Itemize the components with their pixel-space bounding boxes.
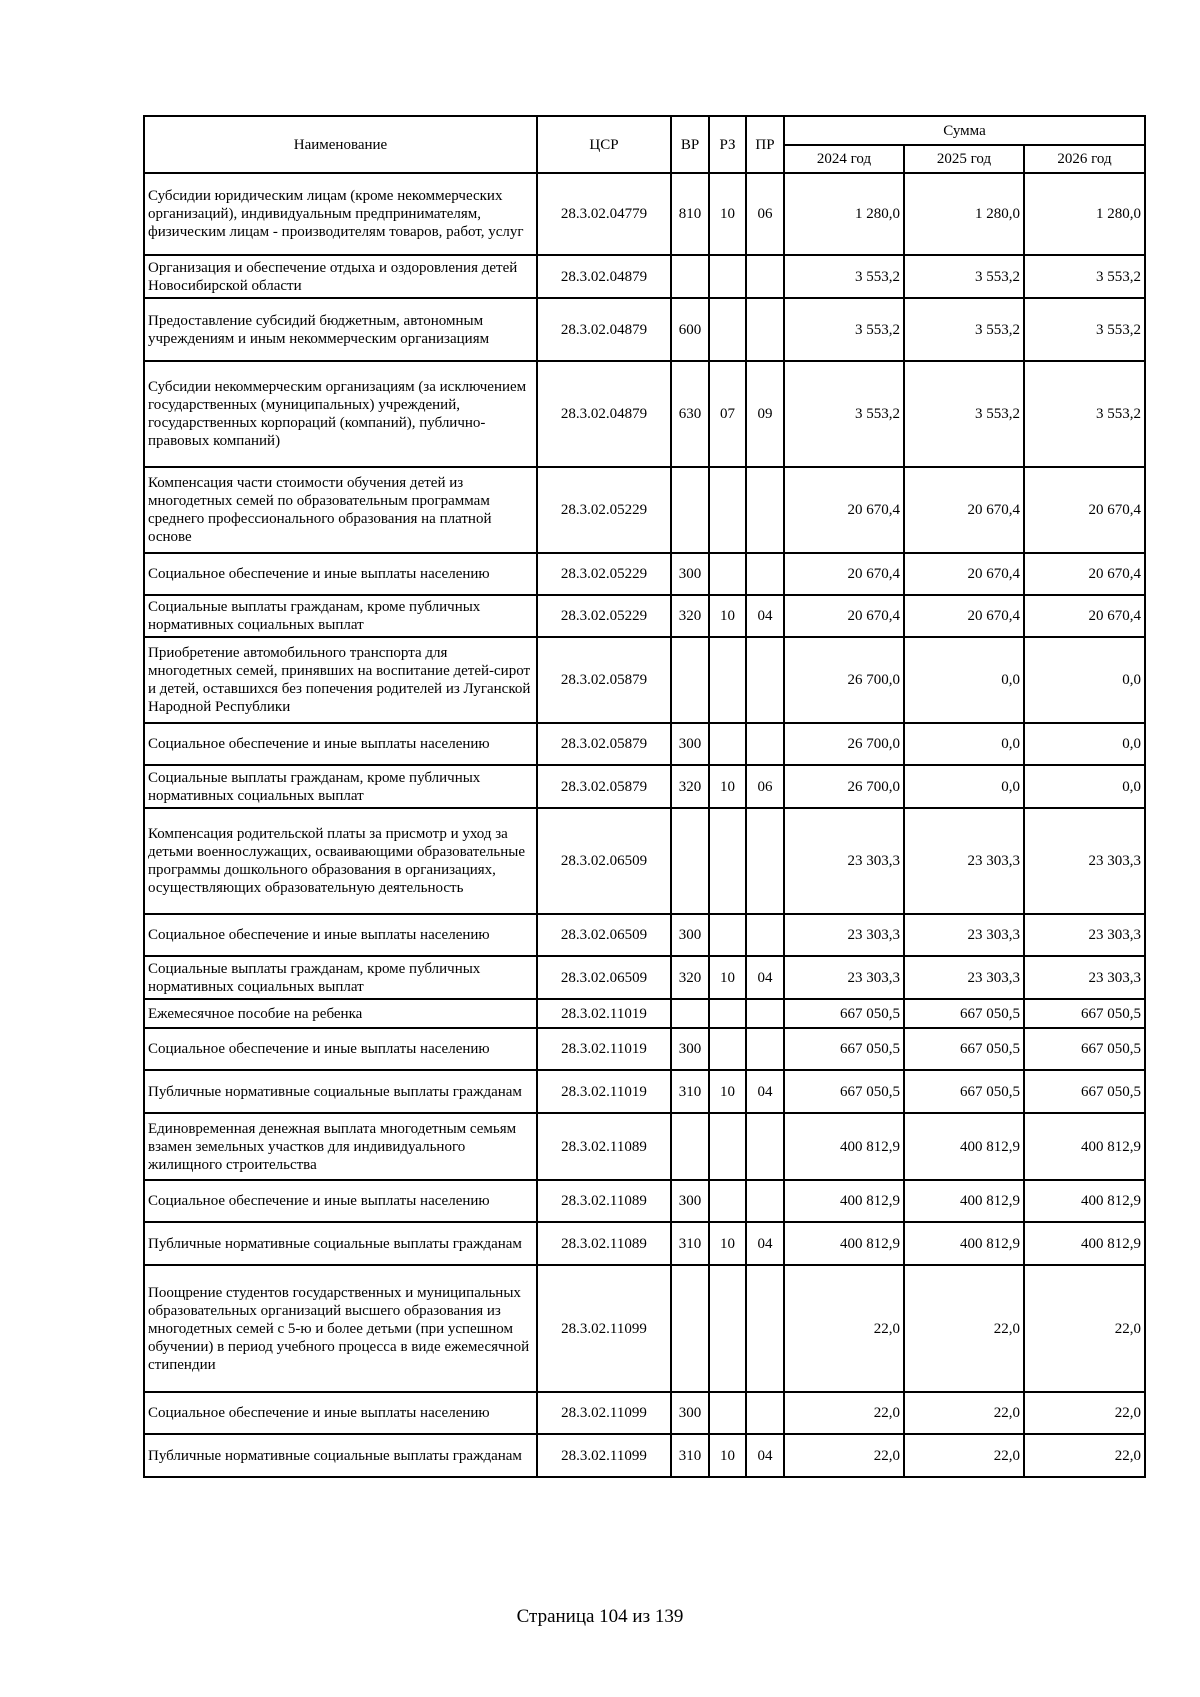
row-sum-2026: 3 553,2 [1024, 255, 1145, 298]
row-pr [746, 255, 784, 298]
row-vr: 600 [671, 298, 709, 361]
row-sum-2025: 20 670,4 [904, 553, 1024, 595]
row-pr [746, 298, 784, 361]
row-sum-2026: 22,0 [1024, 1265, 1145, 1392]
row-name: Ежемесячное пособие на ребенка [144, 999, 537, 1028]
row-vr [671, 1265, 709, 1392]
row-pr [746, 723, 784, 765]
row-sum-2026: 400 812,9 [1024, 1180, 1145, 1222]
row-sum-2026: 0,0 [1024, 637, 1145, 723]
table-row [144, 1392, 1145, 1434]
header-pr: ПР [746, 116, 784, 173]
row-name: Социальное обеспечение и иные выплаты населению [144, 723, 537, 765]
row-sum-2024: 22,0 [784, 1434, 904, 1477]
row-sum-2024: 20 670,4 [784, 467, 904, 553]
row-sum-2026: 400 812,9 [1024, 1113, 1145, 1180]
row-vr: 310 [671, 1222, 709, 1265]
row-vr: 310 [671, 1434, 709, 1477]
row-name: Публичные нормативные социальные выплаты гражданам [144, 1434, 537, 1477]
row-sum-2024: 400 812,9 [784, 1113, 904, 1180]
table-row [144, 723, 1145, 765]
table-row [144, 637, 1145, 723]
table-row [144, 467, 1145, 553]
row-rz [709, 298, 746, 361]
row-sum-2024: 400 812,9 [784, 1222, 904, 1265]
row-csr: 28.3.02.06509 [537, 914, 671, 956]
row-pr: 04 [746, 956, 784, 999]
table-row [144, 1222, 1145, 1265]
row-rz: 10 [709, 1070, 746, 1113]
row-csr: 28.3.02.06509 [537, 808, 671, 914]
row-name: Приобретение автомобильного транспорта для многодетных семей, принявших на воспитание детей-сирот и детей, оставшихся без попечения родителей из Луганской Народной Республики [144, 637, 537, 723]
row-pr [746, 808, 784, 914]
row-sum-2025: 3 553,2 [904, 298, 1024, 361]
table-row [144, 956, 1145, 999]
row-sum-2024: 3 553,2 [784, 255, 904, 298]
row-sum-2026: 20 670,4 [1024, 595, 1145, 637]
row-name: Социальные выплаты гражданам, кроме публичных нормативных социальных выплат [144, 765, 537, 808]
row-rz [709, 723, 746, 765]
row-csr: 28.3.02.05229 [537, 553, 671, 595]
row-sum-2025: 22,0 [904, 1265, 1024, 1392]
table-row [144, 1180, 1145, 1222]
row-name: Субсидии некоммерческим организациям (за исключением государственных (муниципальных) учреждений, государственных корпораций (компаний), публично-правовых компаний) [144, 361, 537, 467]
row-csr: 28.3.02.11099 [537, 1265, 671, 1392]
row-rz [709, 1113, 746, 1180]
row-sum-2025: 22,0 [904, 1434, 1024, 1477]
row-sum-2025: 22,0 [904, 1392, 1024, 1434]
row-sum-2025: 400 812,9 [904, 1222, 1024, 1265]
row-pr: 04 [746, 595, 784, 637]
row-sum-2024: 20 670,4 [784, 553, 904, 595]
row-name: Социальное обеспечение и иные выплаты населению [144, 1392, 537, 1434]
row-name: Субсидии юридическим лицам (кроме некоммерческих организаций), индивидуальным предпринимателям, физическим лицам - производителям товаров, работ, услуг [144, 173, 537, 255]
row-rz: 10 [709, 765, 746, 808]
row-name: Организация и обеспечение отдыха и оздоровления детей Новосибирской области [144, 255, 537, 298]
row-sum-2025: 0,0 [904, 723, 1024, 765]
row-csr: 28.3.02.05879 [537, 637, 671, 723]
row-pr: 06 [746, 173, 784, 255]
row-vr: 630 [671, 361, 709, 467]
row-name: Компенсация родительской платы за присмотр и уход за детьми военнослужащих, осваивающими образовательные программы дошкольного образования в организациях, осуществляющих образовательную деятельность [144, 808, 537, 914]
row-vr [671, 255, 709, 298]
row-pr [746, 467, 784, 553]
row-csr: 28.3.02.11019 [537, 1028, 671, 1070]
row-pr [746, 999, 784, 1028]
row-sum-2024: 667 050,5 [784, 1028, 904, 1070]
row-sum-2026: 1 280,0 [1024, 173, 1145, 255]
row-rz [709, 637, 746, 723]
row-pr: 04 [746, 1222, 784, 1265]
row-sum-2026: 22,0 [1024, 1392, 1145, 1434]
row-csr: 28.3.02.11019 [537, 999, 671, 1028]
row-sum-2025: 23 303,3 [904, 808, 1024, 914]
row-rz [709, 808, 746, 914]
row-sum-2026: 0,0 [1024, 723, 1145, 765]
row-pr [746, 637, 784, 723]
row-pr [746, 914, 784, 956]
table-row [144, 765, 1145, 808]
row-vr: 300 [671, 1028, 709, 1070]
row-rz: 10 [709, 595, 746, 637]
row-vr [671, 467, 709, 553]
row-name: Социальное обеспечение и иные выплаты населению [144, 553, 537, 595]
row-sum-2025: 23 303,3 [904, 914, 1024, 956]
row-name: Социальное обеспечение и иные выплаты населению [144, 1180, 537, 1222]
row-rz: 07 [709, 361, 746, 467]
row-sum-2024: 22,0 [784, 1265, 904, 1392]
row-sum-2024: 26 700,0 [784, 765, 904, 808]
row-pr [746, 1392, 784, 1434]
row-name: Социальные выплаты гражданам, кроме публичных нормативных социальных выплат [144, 956, 537, 999]
table-row [144, 298, 1145, 361]
row-csr: 28.3.02.11099 [537, 1392, 671, 1434]
row-rz [709, 999, 746, 1028]
row-csr: 28.3.02.06509 [537, 956, 671, 999]
row-pr: 04 [746, 1434, 784, 1477]
row-csr: 28.3.02.05879 [537, 765, 671, 808]
row-sum-2025: 0,0 [904, 637, 1024, 723]
table-row [144, 553, 1145, 595]
row-sum-2025: 3 553,2 [904, 361, 1024, 467]
row-csr: 28.3.02.04879 [537, 255, 671, 298]
row-vr: 320 [671, 765, 709, 808]
row-vr: 300 [671, 914, 709, 956]
table-row [144, 255, 1145, 298]
row-vr: 300 [671, 553, 709, 595]
row-vr: 310 [671, 1070, 709, 1113]
header-name: Наименование [144, 116, 537, 173]
row-sum-2026: 667 050,5 [1024, 999, 1145, 1028]
row-sum-2026: 667 050,5 [1024, 1070, 1145, 1113]
row-name: Предоставление субсидий бюджетным, автономным учреждениям и иным некоммерческим организациям [144, 298, 537, 361]
row-sum-2026: 22,0 [1024, 1434, 1145, 1477]
row-sum-2024: 23 303,3 [784, 914, 904, 956]
row-sum-2024: 26 700,0 [784, 723, 904, 765]
row-rz: 10 [709, 1434, 746, 1477]
row-rz [709, 914, 746, 956]
row-sum-2024: 667 050,5 [784, 1070, 904, 1113]
row-name: Поощрение студентов государственных и муниципальных образовательных организаций высшего образования из многодетных семей с 5-ю и более детьми (при успешном обучении) в период учебного процесса в виде ежемесячной стипендии [144, 1265, 537, 1392]
row-rz [709, 1265, 746, 1392]
row-csr: 28.3.02.11089 [537, 1222, 671, 1265]
header-sum: Сумма [784, 116, 1145, 145]
row-sum-2025: 667 050,5 [904, 1070, 1024, 1113]
row-csr: 28.3.02.11099 [537, 1434, 671, 1477]
row-csr: 28.3.02.05229 [537, 467, 671, 553]
row-sum-2025: 400 812,9 [904, 1180, 1024, 1222]
row-vr: 300 [671, 723, 709, 765]
header-year-2024: 2024 год [784, 145, 904, 173]
header-csr: ЦСР [537, 116, 671, 173]
row-vr: 320 [671, 956, 709, 999]
row-csr: 28.3.02.11089 [537, 1180, 671, 1222]
row-sum-2025: 400 812,9 [904, 1113, 1024, 1180]
row-csr: 28.3.02.11089 [537, 1113, 671, 1180]
row-sum-2024: 3 553,2 [784, 361, 904, 467]
row-name: Компенсация части стоимости обучения детей из многодетных семей по образовательным программам среднего профессионального образования на платной основе [144, 467, 537, 553]
row-vr: 300 [671, 1180, 709, 1222]
header-year-2025: 2025 год [904, 145, 1024, 173]
row-csr: 28.3.02.11019 [537, 1070, 671, 1113]
row-sum-2024: 22,0 [784, 1392, 904, 1434]
row-sum-2024: 23 303,3 [784, 956, 904, 999]
row-pr [746, 553, 784, 595]
row-rz: 10 [709, 1222, 746, 1265]
row-sum-2025: 23 303,3 [904, 956, 1024, 999]
row-rz [709, 1392, 746, 1434]
row-rz [709, 255, 746, 298]
budget-table [143, 115, 1146, 1478]
row-sum-2024: 3 553,2 [784, 298, 904, 361]
table-row [144, 808, 1145, 914]
row-sum-2026: 3 553,2 [1024, 298, 1145, 361]
table-row [144, 173, 1145, 255]
row-sum-2024: 667 050,5 [784, 999, 904, 1028]
row-vr [671, 999, 709, 1028]
row-rz [709, 467, 746, 553]
row-sum-2026: 667 050,5 [1024, 1028, 1145, 1070]
row-rz [709, 1180, 746, 1222]
row-vr: 320 [671, 595, 709, 637]
row-vr: 810 [671, 173, 709, 255]
row-csr: 28.3.02.04879 [537, 361, 671, 467]
row-pr: 06 [746, 765, 784, 808]
table-row [144, 1113, 1145, 1180]
row-name: Публичные нормативные социальные выплаты гражданам [144, 1070, 537, 1113]
table-body [144, 173, 1145, 1477]
row-sum-2024: 26 700,0 [784, 637, 904, 723]
row-name: Социальное обеспечение и иные выплаты населению [144, 1028, 537, 1070]
row-vr [671, 808, 709, 914]
table-header [144, 116, 1145, 173]
row-sum-2024: 400 812,9 [784, 1180, 904, 1222]
row-sum-2026: 23 303,3 [1024, 914, 1145, 956]
table-row [144, 914, 1145, 956]
header-rz: РЗ [709, 116, 746, 173]
row-sum-2026: 400 812,9 [1024, 1222, 1145, 1265]
row-pr [746, 1028, 784, 1070]
row-rz [709, 553, 746, 595]
row-sum-2025: 1 280,0 [904, 173, 1024, 255]
row-sum-2026: 23 303,3 [1024, 956, 1145, 999]
row-sum-2026: 3 553,2 [1024, 361, 1145, 467]
row-pr: 04 [746, 1070, 784, 1113]
page-number: Страница 104 из 139 [516, 1606, 684, 1627]
row-pr [746, 1180, 784, 1222]
row-csr: 28.3.02.04879 [537, 298, 671, 361]
row-sum-2025: 3 553,2 [904, 255, 1024, 298]
table-row [144, 1265, 1145, 1392]
row-pr: 09 [746, 361, 784, 467]
row-csr: 28.3.02.05879 [537, 723, 671, 765]
row-vr: 300 [671, 1392, 709, 1434]
table-row [144, 595, 1145, 637]
row-rz [709, 1028, 746, 1070]
row-sum-2026: 23 303,3 [1024, 808, 1145, 914]
row-csr: 28.3.02.05229 [537, 595, 671, 637]
table-row [144, 1070, 1145, 1113]
row-sum-2025: 667 050,5 [904, 999, 1024, 1028]
row-sum-2024: 1 280,0 [784, 173, 904, 255]
row-sum-2026: 20 670,4 [1024, 467, 1145, 553]
row-rz: 10 [709, 173, 746, 255]
header-year-2026: 2026 год [1024, 145, 1145, 173]
header-vr: ВР [671, 116, 709, 173]
row-csr: 28.3.02.04779 [537, 173, 671, 255]
row-sum-2025: 20 670,4 [904, 595, 1024, 637]
row-sum-2025: 20 670,4 [904, 467, 1024, 553]
row-sum-2026: 0,0 [1024, 765, 1145, 808]
table-row [144, 361, 1145, 467]
row-pr [746, 1265, 784, 1392]
row-vr [671, 637, 709, 723]
row-sum-2024: 20 670,4 [784, 595, 904, 637]
row-vr [671, 1113, 709, 1180]
table-row [144, 1434, 1145, 1477]
row-pr [746, 1113, 784, 1180]
row-name: Единовременная денежная выплата многодетным семьям взамен земельных участков для индивидуального жилищного строительства [144, 1113, 537, 1180]
table-row [144, 1028, 1145, 1070]
row-name: Публичные нормативные социальные выплаты гражданам [144, 1222, 537, 1265]
table-row [144, 999, 1145, 1028]
row-name: Социальное обеспечение и иные выплаты населению [144, 914, 537, 956]
row-sum-2026: 20 670,4 [1024, 553, 1145, 595]
row-sum-2025: 667 050,5 [904, 1028, 1024, 1070]
row-sum-2025: 0,0 [904, 765, 1024, 808]
row-rz: 10 [709, 956, 746, 999]
row-sum-2024: 23 303,3 [784, 808, 904, 914]
row-name: Социальные выплаты гражданам, кроме публичных нормативных социальных выплат [144, 595, 537, 637]
